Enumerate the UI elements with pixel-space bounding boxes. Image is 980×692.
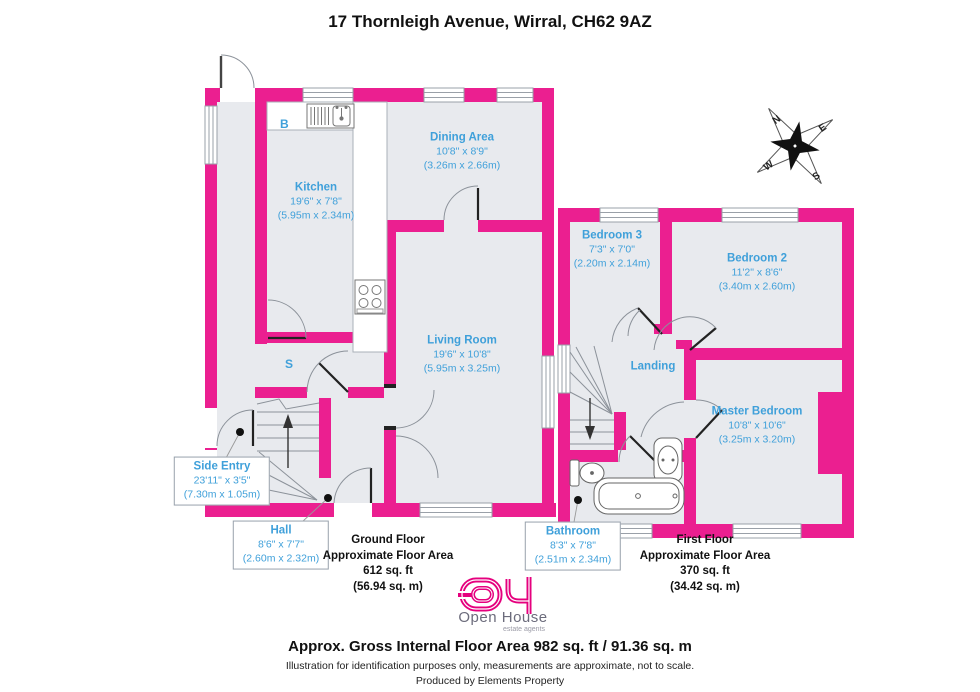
compass-east-label: E <box>817 121 829 135</box>
master-bedroom-dims-ft: 10'8" x 10'6" <box>728 419 786 432</box>
living-room-name: Living Room <box>427 334 497 347</box>
hall-dims-m: (2.60m x 2.32m) <box>242 552 320 565</box>
boiler-marker: B <box>280 117 289 131</box>
side-entry-label <box>174 457 270 506</box>
first-floor-title: First Floor <box>676 534 734 546</box>
sink-icon <box>307 104 354 128</box>
compass-south-label: S <box>810 170 823 184</box>
hall-name: Hall <box>270 524 292 537</box>
basin-icon <box>654 438 682 482</box>
side-entry-dims-m: (7.30m x 1.05m) <box>183 488 261 501</box>
kitchen-label <box>278 181 354 224</box>
side-entry-dims-ft: 23'11" x 3'5" <box>193 474 251 487</box>
ground-floor-plan <box>205 55 556 522</box>
bedroom2-dims-m: (3.40m x 2.60m) <box>718 280 796 293</box>
first-floor-subtitle: Approximate Floor Area <box>639 549 771 562</box>
kitchen-name: Kitchen <box>294 181 338 194</box>
store-marker: S <box>285 357 294 371</box>
first-floor-summary <box>640 533 771 595</box>
bedroom3-name: Bedroom 3 <box>581 229 643 242</box>
landing-name: Landing <box>630 360 676 373</box>
kitchen-dims-ft: 19'6" x 7'8" <box>290 195 342 208</box>
producer-text: Produced by Elements Property <box>415 675 565 687</box>
compass-rose <box>731 82 859 210</box>
first-floor-sqm: (34.42 sq. m) <box>670 580 740 593</box>
disclaimer-text: Illustration for identification purposes only, measurements are approximate, not to scale. <box>285 660 695 672</box>
hall-label <box>233 521 329 570</box>
openhouse-brand-text: Open House <box>458 609 548 626</box>
page-title: 17 Thornleigh Avenue, Wirral, CH62 9AZ <box>328 12 652 31</box>
first-floor-sqft: 370 sq. ft <box>680 565 730 578</box>
master-bedroom-name: Master Bedroom <box>711 405 803 418</box>
hall-dims-ft: 8'6" x 7'7" <box>258 538 304 551</box>
ground-floor-sqm: (56.94 sq. m) <box>353 580 423 593</box>
ground-floor-summary <box>323 533 454 595</box>
gross-area-text: Approx. Gross Internal Floor Area 982 sq. ft / 91.36 sq. m <box>288 638 692 655</box>
master-bedroom-dims-m: (3.25m x 3.20m) <box>718 433 796 446</box>
dining-label <box>424 131 500 174</box>
ground-floor-subtitle: Approximate Floor Area <box>322 549 454 562</box>
openhouse-tagline: estate agents <box>502 626 546 633</box>
bedroom3-dims-ft: 7'3" x 7'0" <box>589 243 635 256</box>
bedroom3-label <box>574 229 650 272</box>
bedroom3-dims-m: (2.20m x 2.14m) <box>573 257 651 270</box>
ground-floor-sqft: 612 sq. ft <box>363 565 413 578</box>
bedroom2-label <box>719 252 795 295</box>
side-entry-name: Side Entry <box>193 460 251 473</box>
bathroom-dims-ft: 8'3" x 7'8" <box>550 539 596 552</box>
bedroom2-name: Bedroom 2 <box>726 252 788 265</box>
hob-icon <box>355 280 385 314</box>
bedroom2-dims-ft: 11'2" x 8'6" <box>731 266 783 279</box>
ground-floor-title: Ground Floor <box>351 534 425 546</box>
dining-dims-m: (3.26m x 2.66m) <box>423 159 501 172</box>
bathroom-label <box>525 522 621 571</box>
compass-north-label: N <box>770 113 784 127</box>
dining-dims-ft: 10'8" x 8'9" <box>436 145 488 158</box>
bathroom-dims-m: (2.51m x 2.34m) <box>534 553 612 566</box>
bathtub-icon <box>594 478 684 514</box>
living-room-dims-m: (5.95m x 3.25m) <box>423 362 501 375</box>
living-room-dims-ft: 19'6" x 10'8" <box>433 348 491 361</box>
kitchen-dims-m: (5.95m x 2.34m) <box>277 209 355 222</box>
compass-west-label: W <box>761 158 776 174</box>
dining-name: Dining Area <box>429 131 495 144</box>
landing-label <box>631 359 676 374</box>
master-bedroom-label <box>712 405 803 448</box>
bathroom-name: Bathroom <box>545 525 601 538</box>
living-room-label <box>424 334 500 377</box>
